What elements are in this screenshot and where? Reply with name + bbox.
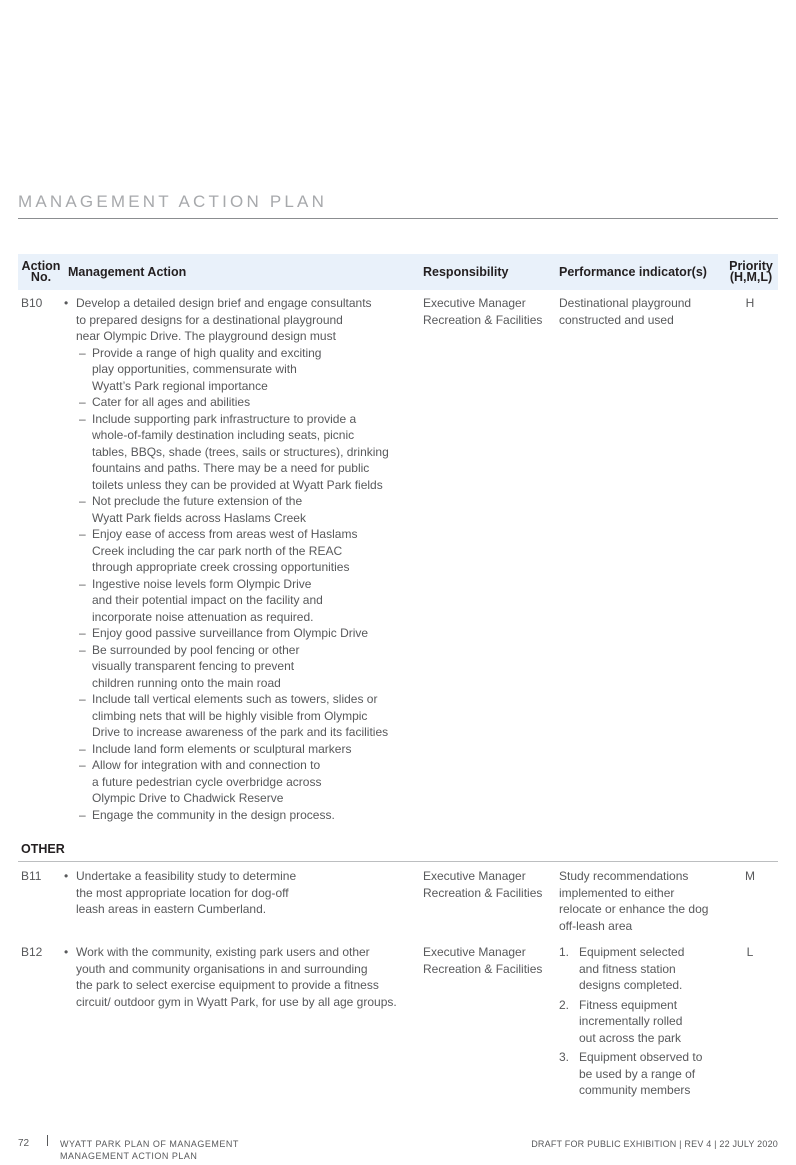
- performance-line: off-leash area: [559, 918, 633, 933]
- responsibility-line: Executive Manager: [423, 296, 526, 310]
- row-action-no: B11: [21, 869, 42, 883]
- list-text: to prepared designs for a destinational playground: [76, 312, 343, 327]
- list-text: circuit/ outdoor gym in Wyatt Park, for use by all age groups.: [76, 994, 397, 1009]
- list-line: [76, 885, 296, 902]
- list-line: [76, 378, 389, 395]
- header-priority-line2: (H,M,L): [729, 270, 773, 284]
- performance-item: [559, 997, 702, 1047]
- list-text: Develop a detailed design brief and engage consultants: [76, 296, 372, 310]
- list-text: tables, BBQs, shade (trees, sails or structures), drinking: [92, 444, 389, 459]
- dash-marker: –: [79, 576, 86, 591]
- performance-line: relocate or enhance the dog: [559, 902, 709, 916]
- performance-line: Equipment observed to: [579, 1050, 703, 1064]
- list-line: [76, 361, 389, 378]
- management-action-list: [64, 295, 389, 823]
- list-text: Enjoy good passive surveillance from Olympic Drive: [92, 626, 369, 640]
- footer-doc-title: WYATT PARK PLAN OF MANAGEMENT: [60, 1139, 239, 1149]
- list-line: [76, 444, 389, 461]
- list-text: Ingestive noise levels form Olympic Drive: [92, 576, 312, 591]
- performance-line: be used by a range of: [579, 1066, 696, 1081]
- list-line: [76, 675, 389, 692]
- dash-item: [76, 576, 389, 593]
- item-number: 2.: [559, 997, 570, 1012]
- footer-doc-subtitle: MANAGEMENT ACTION PLAN: [60, 1151, 198, 1161]
- dash-marker: –: [79, 807, 86, 822]
- section-label-other: OTHER: [21, 842, 65, 856]
- list-text: whole-of-family destination including seats, picnic: [92, 428, 355, 442]
- list-text: Creek including the car park north of the REAC: [92, 543, 343, 558]
- header-responsibility: Responsibility: [423, 264, 509, 279]
- dash-marker: –: [79, 692, 86, 706]
- bullet-item: [64, 868, 297, 885]
- responsibility-line: Recreation & Facilities: [423, 312, 543, 327]
- dash-marker: –: [79, 345, 86, 360]
- list-text: the most appropriate location for dog-off: [76, 885, 289, 900]
- list-text: incorporate noise attenuation as required.: [92, 609, 314, 624]
- list-text: climbing nets that will be highly visible from Olympic: [92, 708, 368, 723]
- responsibility-line: Executive Manager: [423, 869, 526, 883]
- footer-draft-info: DRAFT FOR PUBLIC EXHIBITION | REV 4 | 22 JULY 2020: [531, 1139, 778, 1149]
- page-number: 72: [18, 1138, 30, 1149]
- dash-item: [76, 493, 389, 510]
- responsibility-line: Recreation & Facilities: [423, 961, 543, 976]
- list-line: [76, 510, 389, 527]
- list-line: [76, 559, 389, 576]
- header-action-no-line2: No.: [30, 270, 52, 284]
- footer-divider: [47, 1135, 48, 1146]
- list-text: Enjoy ease of access from areas west of Haslams: [92, 527, 358, 541]
- list-text: through appropriate creek crossing opportunities: [92, 560, 350, 574]
- header-action-no: [21, 254, 61, 290]
- dash-item: [76, 394, 389, 411]
- row-action-no: B10: [21, 296, 43, 310]
- list-text: toilets unless they can be provided at Wyatt Park fields: [92, 477, 383, 492]
- list-text: the park to select exercise equipment to provide a fitness: [76, 978, 379, 992]
- performance-line: Study recommendations: [559, 869, 689, 883]
- performance-line: out across the park: [579, 1030, 682, 1045]
- list-text: and their potential impact on the facility and: [92, 593, 323, 607]
- performance-numbered-list: [559, 944, 702, 1102]
- list-text: Engage the community in the design process.: [92, 807, 335, 822]
- item-number: 3.: [559, 1050, 570, 1064]
- row-action-no: B12: [21, 945, 43, 959]
- list-text: Include supporting park infrastructure to provide a: [92, 411, 357, 426]
- list-text: Cater for all ages and abilities: [92, 395, 251, 409]
- dash-marker: –: [79, 741, 86, 756]
- list-text: Allow for integration with and connection to: [92, 758, 321, 772]
- list-text: Wyatt’s Park regional importance: [92, 378, 268, 393]
- list-line: [76, 328, 389, 345]
- bullet-marker: •: [64, 869, 69, 883]
- list-text: Include tall vertical elements such as towers, slides or: [92, 692, 378, 706]
- list-text: Provide a range of high quality and exciting: [92, 345, 322, 360]
- list-text: visually transparent fencing to prevent: [92, 659, 295, 673]
- priority-value: L: [746, 945, 754, 959]
- priority-value: H: [745, 296, 755, 310]
- dash-item: [76, 757, 389, 774]
- list-line: [76, 994, 397, 1011]
- list-line: [76, 543, 389, 560]
- responsibility-line: Recreation & Facilities: [423, 885, 543, 900]
- list-line: [76, 477, 389, 494]
- list-line: [76, 977, 397, 994]
- header-priority-line1: Priority: [729, 259, 773, 273]
- dash-item: [76, 345, 389, 362]
- dash-item: [76, 625, 389, 642]
- list-line: [76, 460, 389, 477]
- list-text: Be surrounded by pool fencing or other: [92, 642, 300, 657]
- list-text: a future pedestrian cycle overbridge across: [92, 774, 322, 789]
- performance-line: Equipment selected: [579, 945, 685, 959]
- list-text: children running onto the main road: [92, 675, 281, 690]
- performance-line: Destinational playground: [559, 296, 692, 310]
- performance-line: incrementally rolled: [579, 1014, 683, 1028]
- performance-item: [559, 944, 702, 994]
- performance-line: community members: [579, 1083, 691, 1097]
- performance-line: and fitness station: [579, 961, 676, 976]
- list-text: play opportunities, commensurate with: [92, 362, 297, 376]
- bullet-marker: •: [64, 945, 69, 959]
- dash-item: [76, 411, 389, 428]
- management-action-list: [64, 868, 297, 918]
- management-action-list: [64, 944, 397, 1010]
- list-text: youth and community organisations in and surrounding: [76, 961, 368, 976]
- dash-item: [76, 642, 389, 659]
- table-header: [18, 254, 778, 290]
- list-line: [76, 724, 389, 741]
- bullet-item: [64, 295, 389, 312]
- performance-line: implemented to either: [559, 885, 675, 900]
- list-text: Wyatt Park fields across Haslams Creek: [92, 510, 306, 525]
- list-text: Not preclude the future extension of the: [92, 494, 303, 508]
- dash-marker: –: [79, 494, 86, 508]
- section-rule: [18, 861, 778, 862]
- dash-marker: –: [79, 395, 86, 409]
- list-line: [76, 774, 389, 791]
- list-text: Include land form elements or sculptural markers: [92, 741, 352, 756]
- list-text: leash areas in eastern Cumberland.: [76, 902, 267, 916]
- list-line: [76, 312, 389, 329]
- dash-item: [76, 526, 389, 543]
- performance-item: [559, 1049, 702, 1099]
- bullet-item: [64, 944, 397, 961]
- priority-value: M: [745, 869, 755, 883]
- header-performance: Performance indicator(s): [559, 264, 707, 279]
- item-number: 1.: [559, 945, 570, 959]
- section-title: MANAGEMENT ACTION PLAN: [18, 192, 328, 211]
- dash-item: [76, 691, 389, 708]
- responsibility-line: Executive Manager: [423, 945, 526, 959]
- header-priority: [729, 254, 773, 290]
- list-line: [76, 901, 296, 918]
- dash-marker: –: [79, 642, 86, 657]
- list-line: [76, 592, 389, 609]
- list-line: [76, 427, 389, 444]
- list-line: [76, 609, 389, 626]
- bullet-marker: •: [64, 296, 69, 310]
- list-text: Drive to increase awareness of the park and its facilities: [92, 725, 389, 739]
- dash-item: [76, 741, 389, 758]
- list-line: [76, 961, 397, 978]
- list-text: Olympic Drive to Chadwick Reserve: [92, 791, 284, 805]
- performance-line: Fitness equipment: [579, 997, 678, 1012]
- dash-marker: –: [79, 758, 86, 772]
- performance-line: constructed and used: [559, 312, 674, 327]
- dash-item: [76, 807, 389, 824]
- dash-marker: –: [79, 626, 86, 640]
- header-management-action: Management Action: [68, 264, 187, 279]
- title-rule: [18, 218, 778, 219]
- header-action-no-line1: Action: [21, 259, 61, 273]
- list-line: [76, 708, 389, 725]
- list-text: fountains and paths. There may be a need for public: [92, 461, 370, 475]
- dash-marker: –: [79, 527, 86, 541]
- dash-marker: –: [79, 411, 86, 426]
- list-text: Work with the community, existing park users and other: [76, 945, 370, 959]
- list-line: [76, 790, 389, 807]
- performance-line: designs completed.: [579, 978, 683, 992]
- list-text: Undertake a feasibility study to determine: [76, 869, 297, 883]
- list-line: [76, 658, 389, 675]
- list-text: near Olympic Drive. The playground design must: [76, 329, 336, 343]
